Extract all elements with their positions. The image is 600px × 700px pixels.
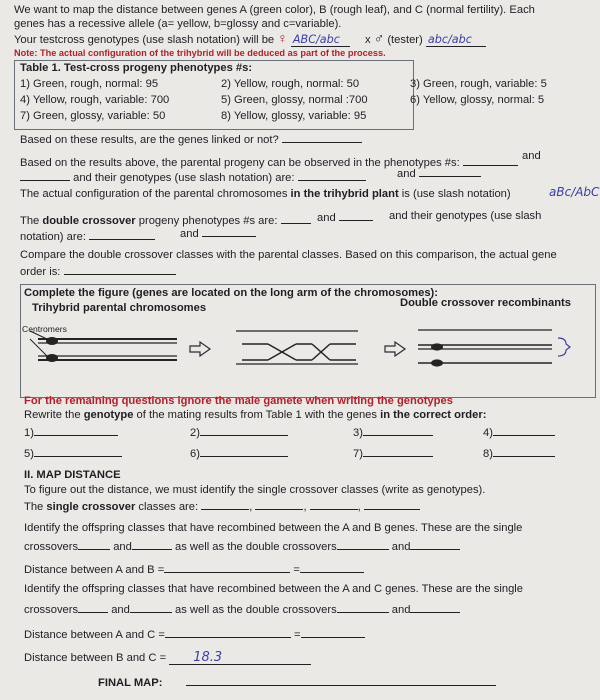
dco-and: and [317, 212, 336, 224]
distance-bc [24, 651, 311, 665]
rewrite-text-1: Rewrite the [24, 409, 81, 421]
table1-cell: 6) Yellow, glossy, normal: 5 [410, 94, 545, 106]
distance-ac-label: Distance between A and C = [24, 629, 165, 641]
sco-text-2: classes are: [138, 501, 199, 513]
testcross-prefix: Your testcross genotypes (use slash notation) will be [14, 34, 275, 46]
distance-ac-blank[interactable] [165, 627, 291, 638]
female-genotype-answer: ABC/abc [291, 33, 350, 47]
distance-ab-blank[interactable] [164, 562, 290, 573]
ab-crossovers-text: crossovers [24, 541, 79, 553]
table1-cell: 5) Green, glossy, normal :700 [221, 94, 368, 106]
centromeres-label: Centromers [22, 324, 67, 334]
sco-blank[interactable] [310, 499, 358, 510]
parental-question-text: Based on the results above, the parental progeny can be observed in the phenotypes #s: [20, 157, 460, 169]
dco-genotypes-text: notation) are: [20, 231, 86, 243]
ac-question-1: Identify the offspring classes that have recombined between the A and C genes. These are the single [24, 583, 523, 595]
map-intro: To figure out the distance, we must identify the single crossover classes (write as genotypes). [24, 484, 486, 496]
actual-config-bold: in the trihybrid plant [290, 188, 399, 200]
rewrite-item: 3) [353, 425, 433, 440]
ab-dco-text: as well as the double crossovers [174, 541, 337, 553]
dco-text-1: The [20, 215, 40, 227]
equals-sign: = [293, 629, 301, 641]
rewrite-blank[interactable] [34, 446, 122, 457]
note: Note: The actual configuration of the trihybrid will be deduced as part of the process. [14, 48, 386, 58]
distance-ac-result-blank[interactable] [301, 627, 365, 638]
linked-question-text: Based on these results, are the genes linked or not? [20, 134, 279, 146]
sco-text-1: The [24, 501, 44, 513]
compare-line-1: Compare the double crossover classes with the parental classes. Based on this comparison, the actual gene [20, 249, 557, 261]
rewrite-text-2: of the mating results from Table 1 with the genes [136, 409, 378, 421]
ab-dco-blank-1[interactable] [337, 539, 389, 550]
rewrite-bold-1: genotype [83, 409, 134, 421]
ac-question-2 [24, 602, 460, 617]
arrow-right-icon [190, 342, 210, 356]
rewrite-blank[interactable] [363, 425, 433, 436]
table1-cell: 7) Green, glossy, variable: 50 [20, 110, 166, 122]
rewrite-blank[interactable] [493, 446, 555, 457]
actual-config-answer: aBc/AbC [549, 185, 600, 199]
figure-heading: Complete the figure (genes are located on the long arm of the chromosomes): [24, 287, 438, 299]
centromere-icon [431, 359, 443, 366]
table1-title: Table 1. Test-cross progeny phenotypes #s: [20, 62, 253, 74]
rewrite-item: 2) [190, 425, 288, 440]
ab-sco-blank-2[interactable] [132, 539, 172, 550]
ab-and-1: and [113, 541, 132, 553]
distance-bc-label: Distance between B and C = [24, 652, 167, 664]
tester-genotype-answer: abc/abc [426, 33, 486, 47]
ac-sco-blank-1[interactable] [78, 602, 108, 613]
table1-cell: 4) Yellow, rough, variable: 700 [20, 94, 170, 106]
ac-and-1: and [111, 604, 130, 616]
intro-line-1: We want to map the distance between genes A (green color), B (rough leaf), and C (normal fertility). Each [14, 4, 535, 16]
final-map [98, 675, 496, 690]
bracket-mark [558, 338, 570, 356]
centromere-icon [46, 337, 58, 345]
recombinant-chromosomes [418, 330, 570, 367]
parental-chromosome-pair [30, 331, 177, 362]
actual-config-end: is (use slash notation) [401, 188, 511, 200]
distance-bc-answer: 18.3 [169, 651, 311, 665]
equals-sign: = [293, 564, 300, 576]
female-symbol: ♀ [277, 30, 288, 46]
distance-ac [24, 627, 365, 642]
rewrite-blank[interactable] [200, 446, 288, 457]
final-map-label: FINAL MAP: [98, 677, 163, 689]
arrow-right-icon [385, 342, 405, 356]
figure-left-label: Trihybrid parental chromosomes [32, 302, 207, 314]
sco-classes: The single crossover classes are: , , , [24, 499, 420, 514]
actual-config-text: The actual configuration of the parental chromosomes [20, 188, 288, 200]
male-symbol: ♂ [373, 30, 385, 46]
parental-genotypes-and-text: and [397, 168, 416, 180]
ab-sco-blank-1[interactable] [78, 539, 110, 550]
dco-text-2: progeny phenotypes #s are: [138, 215, 278, 227]
ab-and-2: and [391, 541, 411, 553]
ab-question-2 [24, 539, 460, 554]
final-map-blank[interactable] [186, 675, 496, 686]
table1-cell: 8) Yellow, glossy, variable: 95 [221, 110, 367, 122]
intro-line-2: genes has a recessive allele (a= yellow, b=glossy and c=variable). [14, 18, 342, 30]
rewrite-blank[interactable] [34, 425, 118, 436]
tester-label: (tester) [387, 34, 423, 46]
rewrite-blank[interactable] [493, 425, 555, 436]
rewrite-item: 6) [190, 446, 288, 461]
rewrite-item: 7) [353, 446, 433, 461]
distance-ab-label: Distance between A and B = [24, 564, 165, 576]
ac-crossovers-text: crossovers [24, 604, 79, 616]
parental-and: and [522, 150, 541, 162]
dco-text-3: and their genotypes (use slash [389, 210, 542, 222]
table1-cell: 3) Green, rough, variable: 5 [410, 78, 547, 90]
distance-ab-result-blank[interactable] [300, 562, 364, 573]
sco-bold: single crossover [46, 501, 136, 513]
sco-blank[interactable] [255, 499, 303, 510]
sco-blank[interactable] [201, 499, 249, 510]
remaining-heading: For the remaining questions ignore the male gamete when writing the genotypes [24, 395, 453, 407]
distance-ab [24, 562, 364, 577]
ac-dco-blank-1[interactable] [337, 602, 389, 613]
cross-x: x [365, 34, 371, 46]
ac-dco-text: as well as the double crossovers [174, 604, 337, 616]
figure-right-label: Double crossover recombinants [400, 297, 571, 309]
ab-dco-blank-2[interactable] [410, 539, 460, 550]
rewrite-bold-2: in the correct order: [380, 409, 487, 421]
dco-bold: double crossover [42, 215, 136, 227]
rewrite-blank[interactable] [363, 446, 433, 457]
ac-sco-blank-2[interactable] [130, 602, 172, 613]
ab-question-1: Identify the offspring classes that have recombined between the A and B genes. These are the single [24, 522, 523, 534]
sco-blank[interactable] [364, 499, 420, 510]
compare-text: order is: [20, 266, 61, 278]
crossover-chromosomes [236, 331, 358, 364]
table1-cell: 1) Green, rough, normal: 95 [20, 78, 159, 90]
ac-and-2: and [391, 604, 411, 616]
rewrite-blank[interactable] [200, 425, 288, 436]
ac-dco-blank-2[interactable] [410, 602, 460, 613]
dco-genotypes-and-text: and [180, 228, 199, 240]
rewrite-item: 5) [24, 446, 122, 461]
centromere-icon [431, 343, 443, 350]
parental-genotypes-text: and their genotypes (use slash notation) are: [73, 172, 295, 184]
map-heading: II. MAP DISTANCE [24, 469, 121, 481]
rewrite-instruction [24, 409, 486, 422]
rewrite-item: 8) [483, 446, 555, 461]
rewrite-item: 1) [24, 425, 118, 440]
rewrite-item: 4) [483, 425, 555, 440]
table1-cell: 2) Yellow, rough, normal: 50 [221, 78, 360, 90]
centromere-icon [46, 354, 58, 362]
